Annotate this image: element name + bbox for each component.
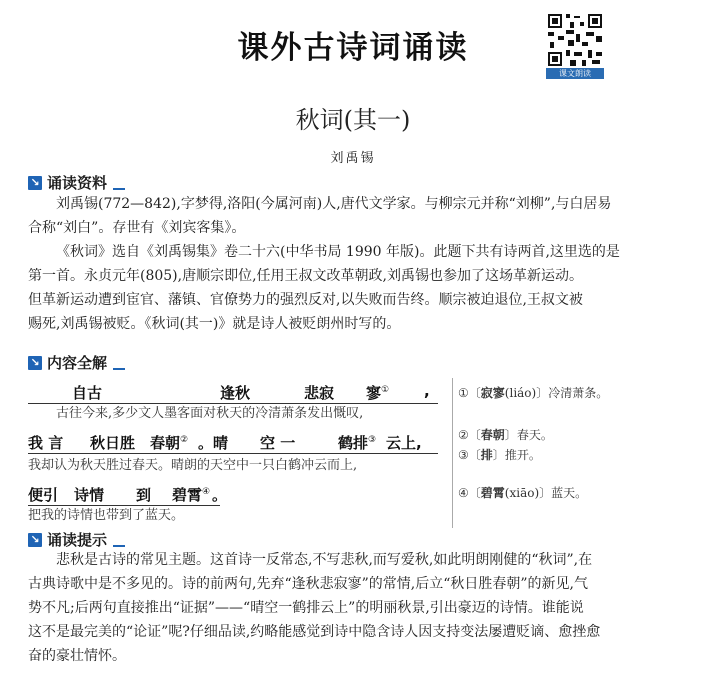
verse-word: 逢秋 [220,384,251,402]
text-line: 势不凡;后两句直接推出“证据”——“晴空一鹤排云上”的明丽秋景,引出豪迈的诗情。谁能说 [28,600,584,616]
section-title: 诵读提示 [47,531,108,549]
verse-word: 悲寂 [304,384,335,402]
section-heading-content [28,352,125,373]
poem-title: 秋词(其一) [295,106,411,134]
heading-underline [113,368,125,370]
verse-word: 秋日胜 [90,434,136,452]
verse-word: 到 [136,486,152,504]
verse-translation: 把我的诗情也带到了蓝天。 [28,508,185,523]
footnote-1: ①〔寂寥(liáo)〕冷清萧条。 [458,386,609,400]
notes-divider [452,378,453,528]
section-title: 内容全解 [47,354,108,372]
heading-underline [113,188,125,190]
verse-word: 云上, [386,434,422,452]
verse-word: 诗情 [74,486,105,504]
text-line: 赐死,刘禹锡被贬。《秋词(其一)》就是诗人被贬朗州时写的。 [28,316,401,332]
footnote-3: ③〔排〕推开。 [458,448,541,462]
heading-underline [113,545,125,547]
footnote-marker: ① [381,385,390,395]
verse-line [28,432,438,454]
text-line: 古典诗歌中是不多见的。诗的前两句,先弃“逢秋悲寂寥”的常情,后立“秋日胜春朝”的新见,气 [28,576,588,592]
arrow-icon: ↘ [28,533,42,547]
arrow-icon: ↘ [28,176,42,190]
text-line: 合称“刘白”。存世有《刘宾客集》。 [28,220,246,236]
verse-word: 寥 [366,384,382,402]
page-title: 课外古诗词诵读 [237,30,469,66]
verse-word: 我 言 [28,434,64,452]
background-paragraph-2 [28,240,678,336]
verse-line [28,382,438,404]
text-line: 悲秋是古诗的常见主题。这首诗一反常态,不写悲秋,而写爱秋,如此明朗刚健的“秋词”,在 [56,552,593,568]
footnote-marker: ③ [368,435,377,445]
poem-author: 刘禹锡 [330,151,376,166]
section-heading-tips [28,529,125,550]
tips-paragraph [28,548,678,668]
text-line: 刘禹锡(772—842),字梦得,洛阳(今属河南)人,唐代文学家。与柳宗元并称“刘柳”,与白居易 [56,196,612,212]
verse-word: 便引 [28,486,59,504]
footnote-2: ②〔春朝〕春天。 [458,428,553,442]
section-heading-background [28,172,125,193]
text-line: 奋的豪壮情怀。 [28,648,126,664]
background-paragraph-1 [28,192,678,240]
verse-word: 。晴 [198,434,229,452]
text-line: 第一首。永贞元年(805),唐顺宗即位,任用王叔文改革朝政,刘禹锡也参加了这场革新运动。 [28,268,583,284]
text-line: 这不是最完美的“论证”呢?仔细品读,约略能感觉到诗中隐含诗人因支持变法屡遭贬谪、愈挫愈 [28,624,601,640]
verse-punct: 。 [212,486,228,504]
qr-caption: 课文朗读 [546,68,604,79]
verse-punct: , [424,382,430,400]
arrow-icon: ↘ [28,356,42,370]
text-line: 但革新运动遭到宦官、藩镇、官僚势力的强烈反对,以失败而告终。顺宗被迫退位,王叔文被 [28,292,583,308]
text-line: 《秋词》选自《刘禹锡集》卷二十六(中华书局 1990 年版)。此题下共有诗两首,这里选的是 [56,244,620,260]
verse-word: 鹤排 [338,434,369,452]
verse-translation: 我却认为秋天胜过春天。晴朗的天空中一只白鹤冲云而上, [28,458,358,473]
qr-code-icon [546,12,604,68]
verse-word: 空 一 [260,434,296,452]
footnote-marker: ④ [202,487,211,497]
section-title: 诵读资料 [47,174,108,192]
footnote-marker: ② [180,435,189,445]
verse-line [28,484,228,506]
verse-word: 碧霄 [172,486,203,504]
verse-word: 春朝 [150,434,181,452]
qr-code-block[interactable] [546,12,604,78]
verse-word: 自古 [72,384,103,402]
verse-translation: 古往今来,多少文人墨客面对秋天的冷清萧条发出慨叹, [56,406,364,421]
footnote-4: ④〔碧霄(xiāo)〕蓝天。 [458,486,588,500]
